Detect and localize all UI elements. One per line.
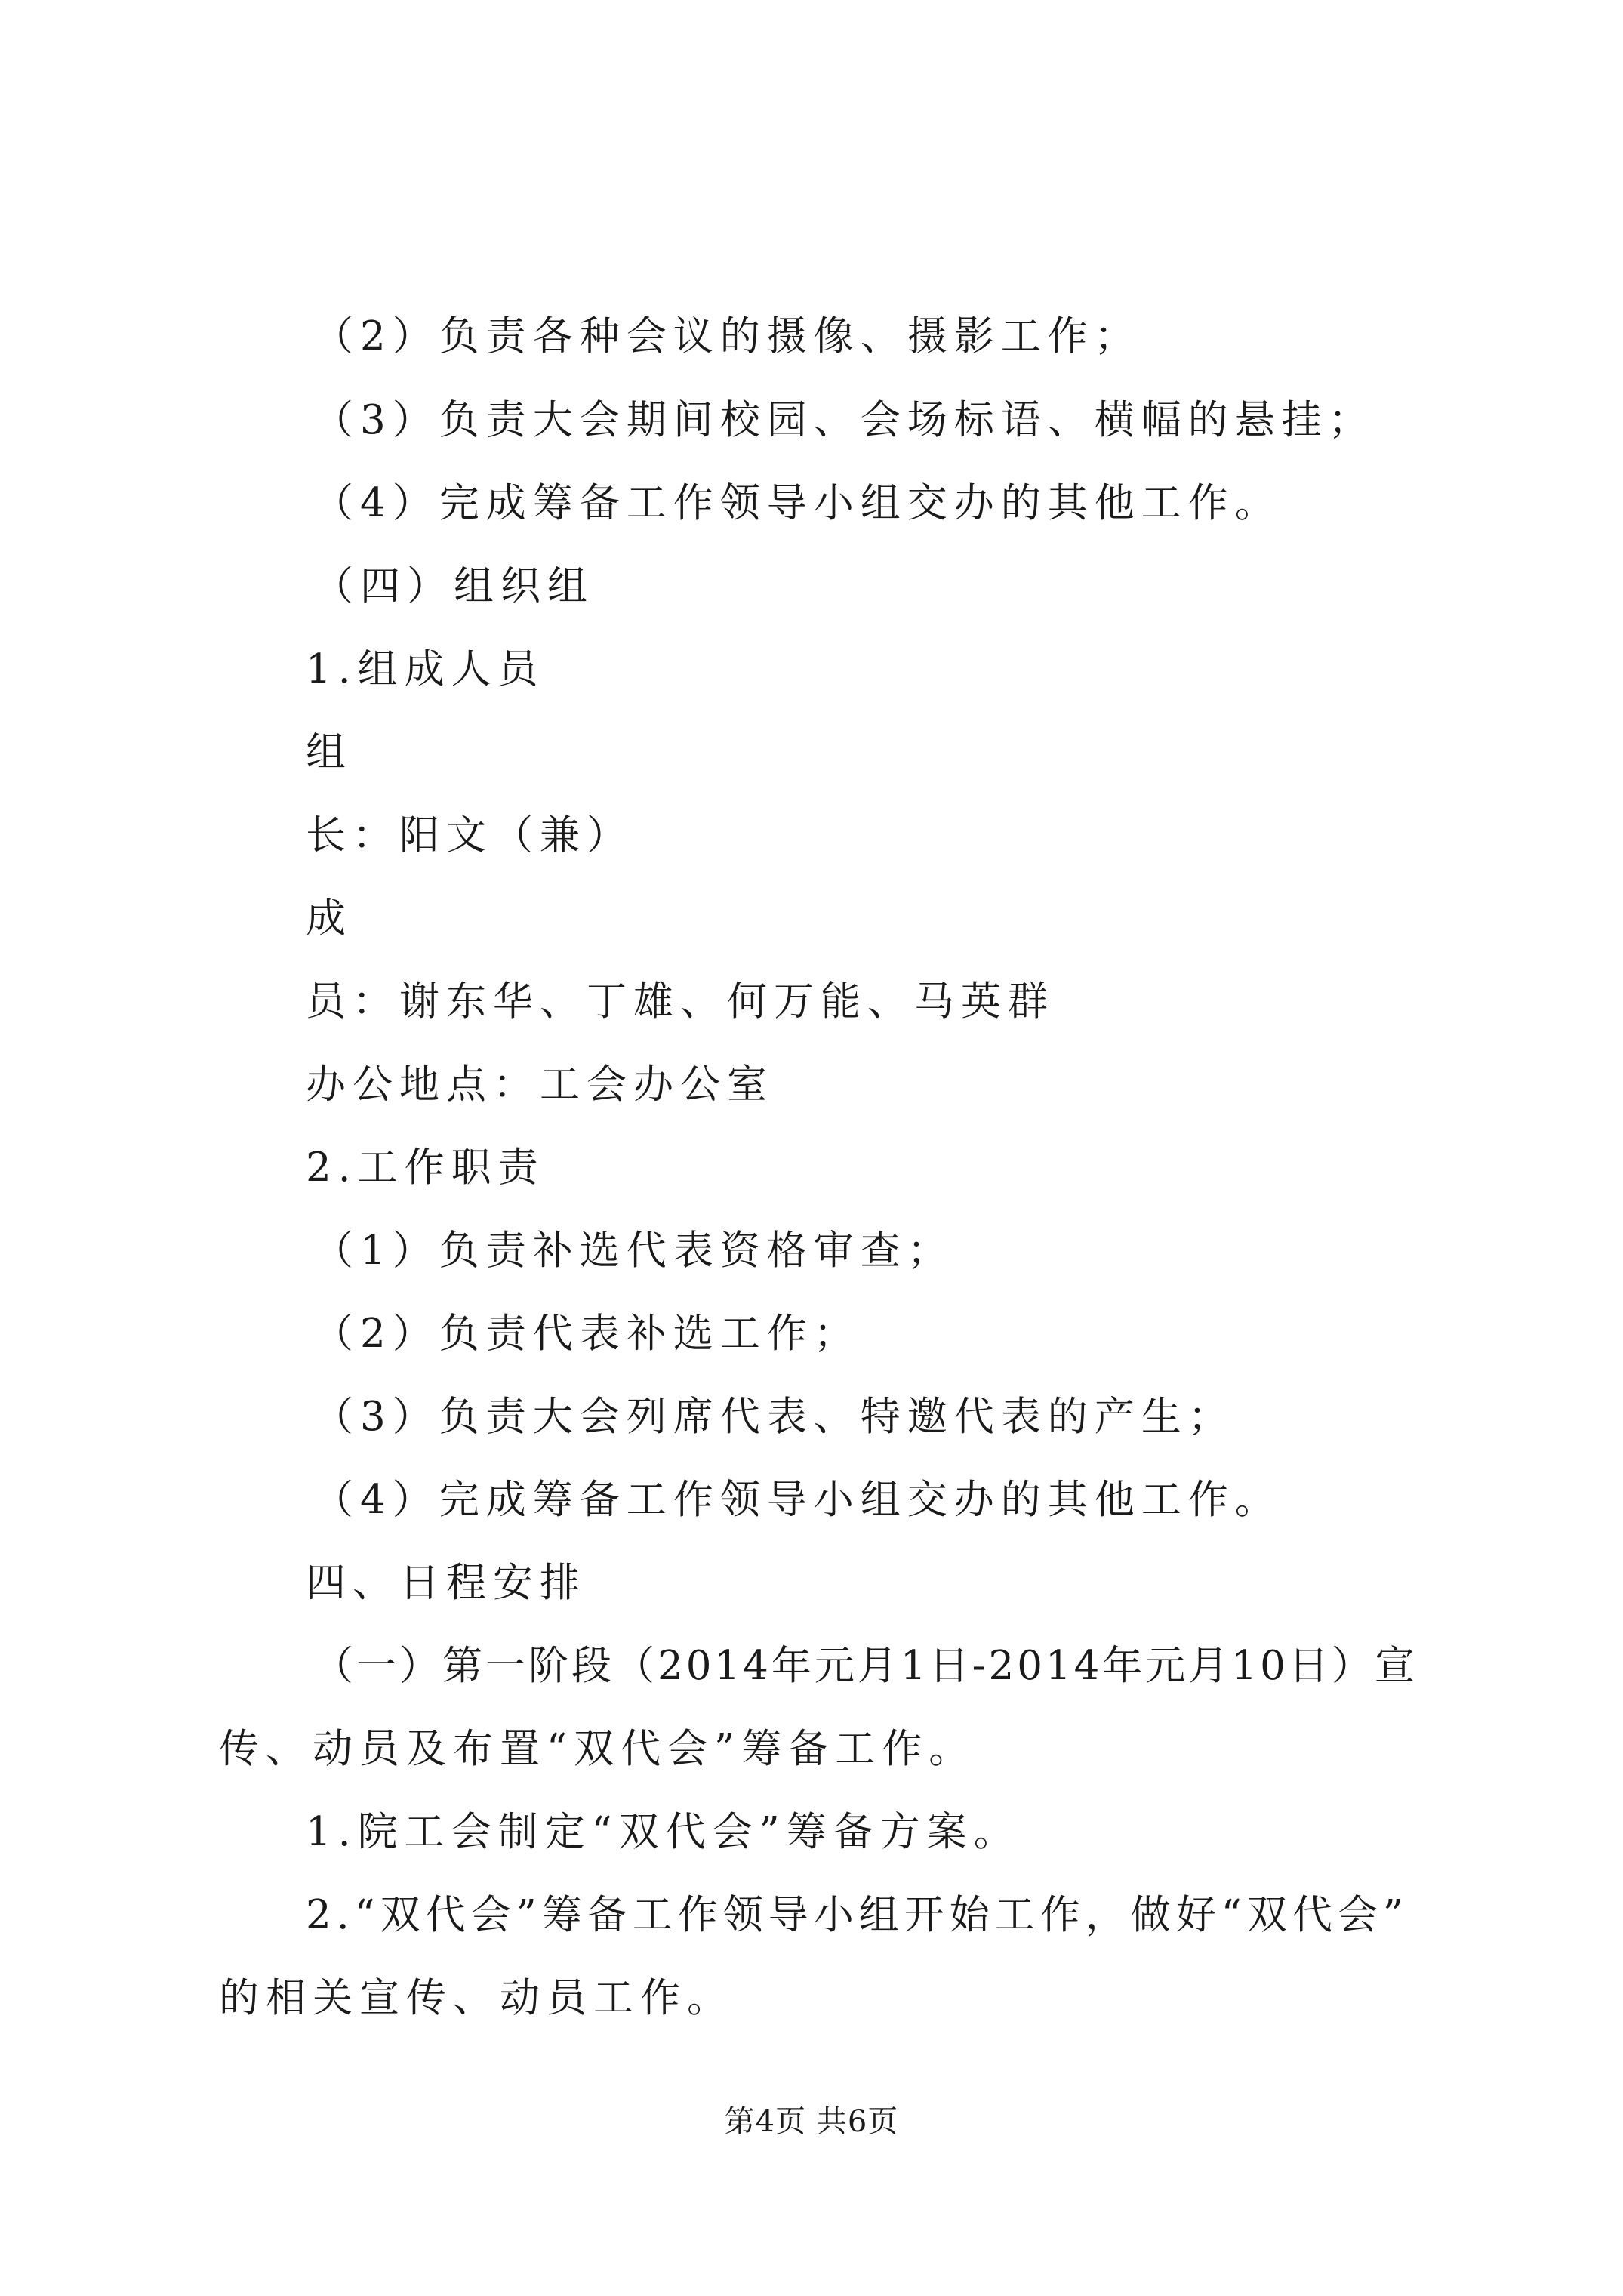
phase-one-step-2: 2.“双代会”筹备工作领导小组开始工作，做好“双代会” [306, 1892, 1409, 1938]
subheading-duties: 2.工作职责 [306, 1145, 545, 1191]
duty-3-delegates: （3）负责大会列席代表、特邀代表的产生； [313, 1394, 1235, 1440]
office-location: 办公地点：工会办公室 [306, 1062, 774, 1108]
duty-2-by-election: （2）负责代表补选工作； [313, 1311, 861, 1357]
phase-one-step-2-continued: 的相关宣传、动员工作。 [219, 1975, 734, 2021]
members-line: 员：谢东华、丁雄、何万能、马英群 [306, 978, 1055, 1025]
section-heading-organization-group: （四）组织组 [313, 563, 594, 609]
page-footer: 第4页 共6页 [724, 2104, 899, 2139]
leader-line: 长：阳文（兼） [306, 812, 633, 858]
phase-one-heading: （一）第一阶段（2014年元月1日-2014年元月10日）宣 [313, 1643, 1418, 1689]
duty-4-other-work: （4）完成筹备工作领导小组交办的其他工作。 [313, 1477, 1282, 1523]
subheading-members: 1.组成人员 [306, 646, 545, 692]
item-4-other-work: （4）完成筹备工作领导小组交办的其他工作。 [313, 480, 1282, 526]
phase-one-heading-continued: 传、动员及布置“双代会”筹备工作。 [219, 1726, 976, 1772]
duty-1-qualification: （1）负责补选代表资格审查； [313, 1228, 954, 1274]
item-3-banners: （3）负责大会期间校园、会场标语、横幅的悬挂； [313, 397, 1375, 443]
phase-one-step-1: 1.院工会制定“双代会”筹备方案。 [306, 1809, 1021, 1855]
leader-label-part1: 组 [306, 729, 353, 775]
section-heading-schedule: 四、日程安排 [306, 1560, 587, 1606]
members-label-part1: 成 [306, 895, 353, 942]
item-2-camera-photo: （2）负责各种会议的摄像、摄影工作； [313, 313, 1141, 359]
